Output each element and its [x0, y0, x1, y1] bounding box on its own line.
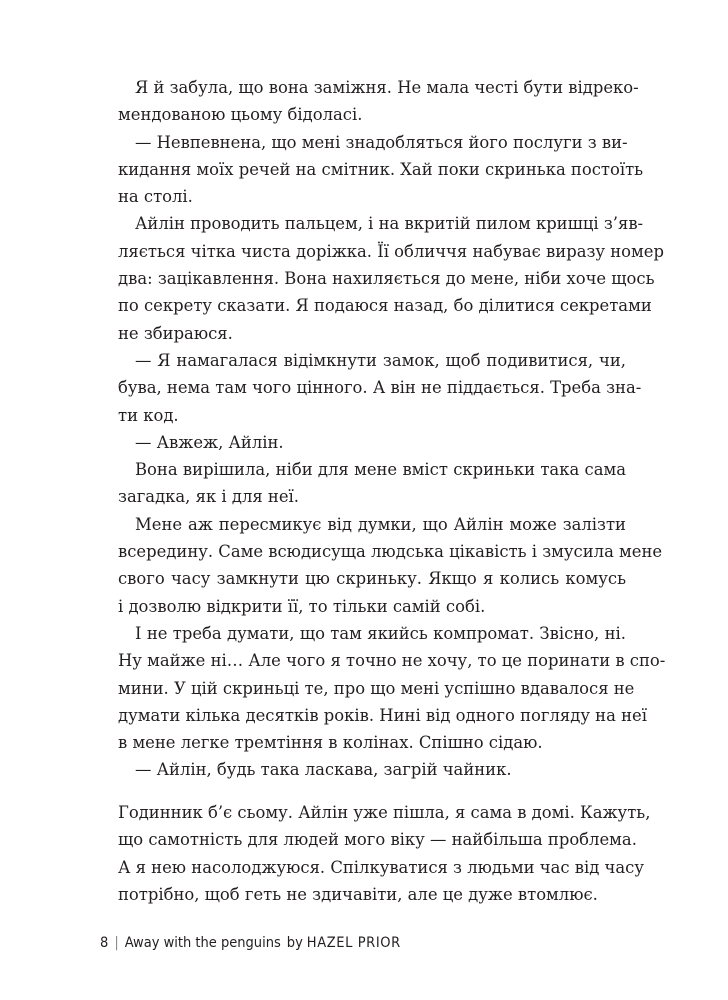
text-line: Я й забула, що вона заміжня. Не мала честі бути відреко-	[135, 78, 639, 97]
text-line: потрібно, щоб геть не здичавіти, але це дуже втомлює.	[118, 884, 598, 904]
book-title: Away with the penguins	[124, 935, 281, 951]
text-line: по секрету сказати. Я подаюся назад, бо ділитися секретами	[118, 296, 652, 316]
text-line: мендованою цьому бідоласі.	[118, 105, 363, 125]
text-line: думати кілька десятків років. Нині від одного погляду на неї	[118, 705, 647, 725]
text-line: Годинник б’є сьому. Айлін уже пішла, я сама в домі. Кажуть,	[118, 803, 651, 822]
text-line: І не треба думати, що там якийсь компромат. Звісно, ні.	[135, 623, 626, 643]
text-line: — Я намагалася відімкнути замок, щоб подивитися, чи,	[135, 350, 626, 370]
text-line: і дозволю відкрити її, то тільки самій собі.	[118, 596, 486, 616]
text-line: всередину. Саме всюдисуща людська цікавість і змусила мене	[118, 542, 663, 562]
text-line: не збираюся.	[118, 323, 233, 343]
text-line: бува, нема там чого цінного. А він не піддається. Треба зна-	[118, 378, 642, 398]
footer-separator: |	[114, 935, 119, 951]
text-line: — Айлін, будь така ласкава, загрій чайник.	[135, 760, 512, 780]
text-line: Айлін проводить пальцем, і на вкритій пилом кришці з’яв-	[135, 214, 644, 234]
text-line: два: зацікавлення. Вона нахиляється до мене, ніби хоче щось	[118, 269, 655, 289]
text-line: А я нею насолоджуюся. Спілкуватися з людьми час від часу	[118, 857, 644, 877]
footer-by: by	[286, 935, 303, 951]
text-line: ляється чітка чиста доріжка. Її обличчя набуває виразу номер	[118, 241, 664, 261]
page-number: 8	[100, 935, 109, 951]
text-line: загадка, як і для неї.	[118, 487, 299, 507]
text-line: в мене легке тремтіння в колінах. Спішно сідаю.	[118, 733, 543, 753]
text-line: свого часу замкнути цю скриньку. Якщо я колись комусь	[118, 569, 626, 589]
text-line: Вона вирішила, ніби для мене вміст скриньки така сама	[135, 460, 626, 480]
text-line: ти код.	[118, 405, 179, 425]
text-line: кидання моїх речей на смітник. Хай поки скринька постоїть	[118, 159, 644, 179]
text-line: Ну майже ні… Але чого я точно не хочу, то це поринати в спо-	[118, 651, 666, 671]
text-line: мини. У цій скриньці те, про що мені успішно вдавалося не	[118, 678, 635, 698]
body-text-section-2	[118, 799, 651, 908]
text-line: Мене аж пересмикує від думки, що Айлін може залізти	[135, 514, 626, 534]
running-footer	[100, 935, 401, 951]
text-line: що самотність для людей мого віку — найбільша проблема.	[118, 830, 637, 850]
author-name: HAZEL PRIOR	[306, 935, 401, 951]
text-line: — Авжеж, Айлін.	[135, 432, 284, 452]
text-line: на столі.	[118, 187, 193, 207]
text-line: — Невпевнена, що мені знадобляться його послуги з ви-	[135, 132, 628, 152]
body-text-section-1	[118, 74, 666, 784]
